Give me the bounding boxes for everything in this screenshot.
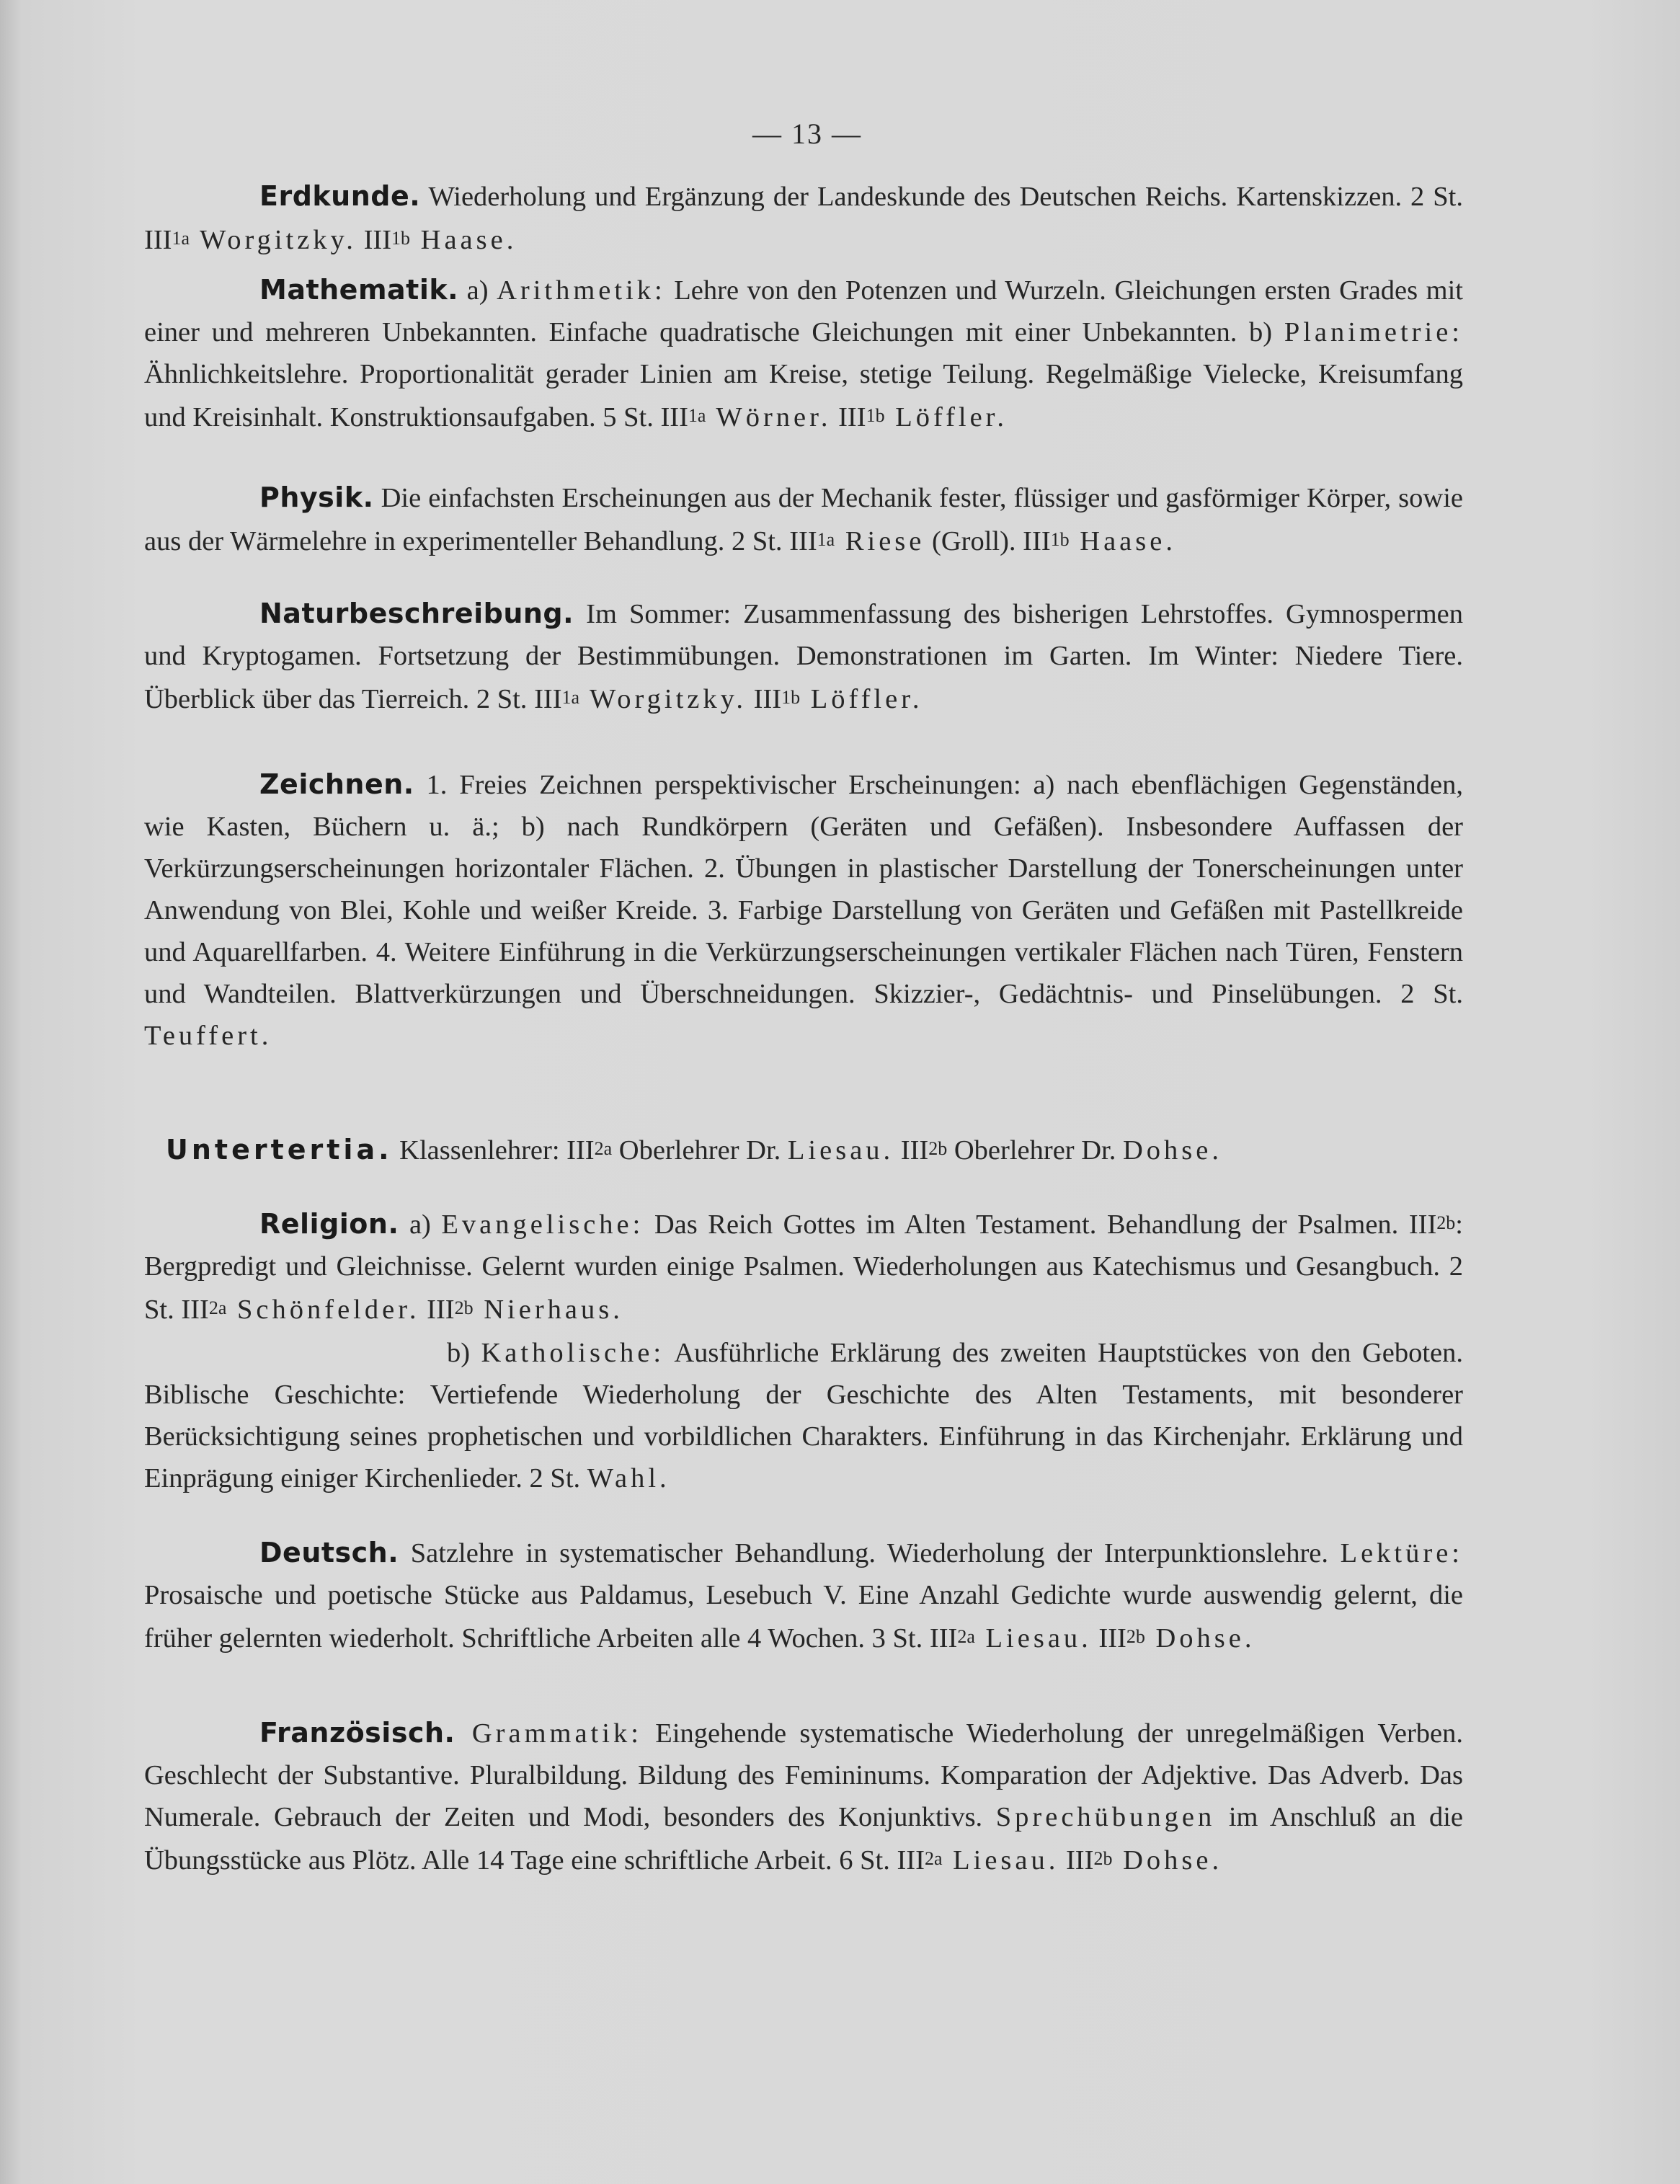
religion-text-c: : Bergpredigt und Gleichnisse. Gelernt wurden einige Psalmen. Wiederholungen aus Katechismus und Gesangbuch. 2 St.: [144, 1209, 1463, 1325]
mathematik-planimetrie: Planimetrie:: [1284, 317, 1463, 347]
zeichnen-text: 1. Freies Zeichnen perspektivischer Erscheinungen: a) nach ebenflächigen Gegenständen, wie Kasten, Büchern u. ä.; b) nach Rundkörpern (Geräten und Gefäßen). Insbesondere Auffassen der Verkürzungserscheinungen horizontaler Flächen. 2. Übungen in plastischer Darstellung der Tonerscheinungen unter Anwendung von Blei, Kohle und weißer Kreide. 3. Farbige Darstellung von Geräten und Gefäßen mit Pastellkreide und Aquarellfarben. 4. Weitere Einführung in die Verkürzungserscheinungen vertikaler Flächen nach Türen, Fenstern und Wandteilen. Blattverkürzungen und Überschneidungen. Skizzier-, Gedächtnis- und Pinselübungen. 2 St.: [144, 770, 1463, 1009]
deutsch-class-2-sub: 2b: [1126, 1626, 1145, 1647]
naturbeschreibung-teacher-1: Worgitzky.: [579, 684, 747, 714]
mathematik-text-c: Ähnlichkeitslehre. Proportionalität gerader Linien am Kreise, stetige Teilung. Regelmäßige Vielecke, Kreisumfang und Kreisinhalt. Konstruktionsaufgaben. 5 St.: [144, 359, 1463, 432]
religion-class-2: III: [419, 1295, 455, 1325]
paragraph-erdkunde: [144, 175, 1463, 261]
untertertia-class-1-sub: 2a: [594, 1138, 613, 1159]
franzoesisch-teacher-1: Liesau.: [942, 1845, 1059, 1876]
religion-kath-text-b: Ausführliche Erklärung des zweiten Hauptstückes von den Geboten. Biblische Geschichte: Vertiefende Wiederholung der Geschichte des Alten Testaments, mit besonderer Berücksichtigung seines prophetischen und vorbildlichen Charakters. Einführung in das Kirchenjahr. Erklärung und Einprägung einiger Kirchenlieder. 2 St.: [144, 1338, 1463, 1493]
religion-evangelische: Evangelische:: [441, 1209, 644, 1240]
franzoesisch-class-2-sub: 2b: [1093, 1848, 1113, 1869]
heading-religion: Religion.: [259, 1208, 399, 1240]
mathematik-class-1-sub: 1a: [688, 405, 706, 426]
franzoesisch-class-2: III: [1059, 1845, 1094, 1876]
mathematik-teacher-2: Löffler.: [884, 402, 1008, 432]
franzoesisch-sprechuebungen: Sprechübungen: [995, 1802, 1216, 1832]
religion-class-1-sub: 2a: [208, 1297, 227, 1318]
physik-teacher-2: Haase.: [1069, 526, 1176, 556]
erdkunde-class-1: III: [144, 225, 172, 255]
untertertia-teacher-1: Liesau.: [787, 1135, 894, 1166]
erdkunde-class-2: III: [356, 225, 392, 255]
paragraph-deutsch: [144, 1532, 1463, 1659]
deutsch-class-2: III: [1091, 1623, 1126, 1653]
mathematik-class-2: III: [831, 402, 866, 432]
franzoesisch-class-1: III: [897, 1845, 925, 1876]
deutsch-class-1: III: [929, 1623, 958, 1653]
mathematik-text-a: a): [458, 275, 497, 306]
franzoesisch-teacher-2: Dohse.: [1112, 1845, 1223, 1876]
heading-erdkunde: Erdkunde.: [259, 180, 421, 212]
paragraph-naturbeschreibung: [144, 592, 1463, 720]
paragraph-religion-katholisch: [144, 1332, 1463, 1499]
untertertia-text: Klassenlehrer:: [392, 1135, 567, 1166]
franzoesisch-text-b: im Anschluß an die Übungsstücke aus Plötz. Alle 14 Tage eine schriftliche Arbeit. 6 St.: [144, 1802, 1463, 1876]
religion-kath-text-a: b): [447, 1338, 481, 1368]
naturbeschreibung-class-2: III: [747, 684, 782, 714]
physik-text: Die einfachsten Erscheinungen aus der Mechanik fester, flüssiger und gasförmiger Körper, sowie aus der Wärmelehre in experimenteller Behandlung. 2 St.: [144, 483, 1463, 556]
religion-katholische: Katholische:: [481, 1338, 665, 1368]
zeichnen-teacher: Teuffert.: [144, 1021, 272, 1051]
physik-class-1-sub: 1a: [817, 529, 835, 550]
naturbeschreibung-class-1: III: [534, 684, 562, 714]
physik-teacher-1b: (Groll).: [925, 526, 1016, 556]
physik-class-1: III: [789, 526, 817, 556]
erdkunde-text: Wiederholung und Ergänzung der Landeskunde des Deutschen Reichs. Kartenskizzen. 2 St.: [428, 182, 1463, 212]
franzoesisch-grammatik: Grammatik:: [455, 1718, 642, 1749]
untertertia-class-2: III: [894, 1135, 929, 1166]
naturbeschreibung-class-1-sub: 1a: [561, 687, 580, 708]
religion-text-a: a): [399, 1209, 442, 1240]
paragraph-zeichnen: [144, 763, 1463, 1057]
mathematik-arithmetik: Arithmetik:: [497, 275, 666, 306]
franzoesisch-text-a: Eingehende systematische Wiederholung der unregelmäßigen Verben. Geschlecht der Substantive. Pluralbildung. Bildung des Femininums. Komparation der Adjektive. Das Adverb. Das Numerale. Gebrauch der Zeiten und Modi, besonders des Konjunktivs.: [144, 1718, 1463, 1832]
religion-class-2-sub: 2b: [454, 1297, 474, 1318]
paragraph-physik: [144, 476, 1463, 562]
section-title-untertertia: Untertertia.: [166, 1134, 393, 1166]
deutsch-text-a: Satzlehre in systematischer Behandlung. Wiederholung der Interpunktionslehre.: [399, 1538, 1341, 1568]
paragraph-mathematik: [144, 269, 1463, 438]
paragraph-franzoesisch: [144, 1712, 1463, 1881]
heading-naturbeschreibung: Naturbeschreibung.: [259, 598, 574, 629]
religion-class-0-sub: 2b: [1436, 1212, 1456, 1233]
religion-kath-teacher: Wahl.: [587, 1463, 670, 1493]
untertertia-teacher-2: Dohse.: [1122, 1135, 1222, 1166]
heading-deutsch: Deutsch.: [259, 1537, 399, 1568]
deutsch-text-b: Prosaische und poetische Stücke aus Paldamus, Lesebuch V. Eine Anzahl Gedichte wurde auswendig gelernt, die früher gelernten wiederholt. Schriftliche Arbeiten alle 4 Wochen. 3 St.: [144, 1580, 1463, 1653]
deutsch-lektuere: Lektüre:: [1340, 1538, 1463, 1568]
heading-franzoesisch: Französisch.: [259, 1717, 455, 1749]
section-untertertia: [166, 1128, 1463, 1171]
religion-class-0: III: [1408, 1209, 1437, 1240]
erdkunde-class-1-sub: 1a: [172, 228, 190, 249]
naturbeschreibung-text: Im Sommer: Zusammenfassung des bisherigen Lehrstoffes. Gymnospermen und Kryptogamen. Fortsetzung der Bestimmübungen. Demonstrationen im Garten. Im Winter: Niedere Tiere. Überblick über das Tierreich. 2 St.: [144, 599, 1463, 714]
heading-physik: Physik.: [259, 481, 374, 513]
heading-zeichnen: Zeichnen.: [259, 768, 414, 800]
page-number: — 13 —: [752, 117, 862, 150]
deutsch-class-1-sub: 2a: [957, 1626, 975, 1647]
franzoesisch-class-1-sub: 2a: [924, 1848, 943, 1869]
religion-class-1: III: [181, 1295, 209, 1325]
paragraph-religion: [144, 1202, 1463, 1331]
erdkunde-teacher-1: Worgitzky.: [190, 225, 357, 255]
untertertia-title-1: Oberlehrer Dr.: [612, 1135, 788, 1166]
untertertia-class-1: III: [566, 1135, 595, 1166]
naturbeschreibung-class-2-sub: 1b: [781, 687, 801, 708]
erdkunde-teacher-2: Haase.: [410, 225, 517, 255]
physik-class-2-sub: 1b: [1050, 529, 1070, 550]
mathematik-class-1: III: [660, 402, 688, 432]
deutsch-teacher-1: Liesau.: [974, 1623, 1092, 1653]
mathematik-class-2-sub: 1b: [866, 405, 885, 426]
untertertia-class-2-sub: 2b: [928, 1138, 948, 1159]
naturbeschreibung-teacher-2: Löffler.: [800, 684, 923, 714]
religion-teacher-1: Schönfelder.: [226, 1295, 420, 1325]
heading-mathematik: Mathematik.: [259, 274, 459, 306]
physik-teacher-1: Riese: [835, 526, 925, 556]
religion-text-b: Das Reich Gottes im Alten Testament. Behandlung der Psalmen.: [644, 1209, 1409, 1240]
erdkunde-class-2-sub: 1b: [391, 228, 411, 249]
mathematik-text-b: Lehre von den Potenzen und Wurzeln. Gleichungen ersten Grades mit einer und mehreren Unbekannten. Einfache quadratische Gleichungen mit einer Unbekannten. b): [144, 275, 1463, 347]
religion-teacher-2: Nierhaus.: [473, 1295, 623, 1325]
physik-class-2: III: [1015, 526, 1051, 556]
untertertia-title-2: Oberlehrer Dr.: [947, 1135, 1123, 1166]
mathematik-teacher-1: Wörner.: [706, 402, 832, 432]
deutsch-teacher-2: Dohse.: [1145, 1623, 1255, 1653]
